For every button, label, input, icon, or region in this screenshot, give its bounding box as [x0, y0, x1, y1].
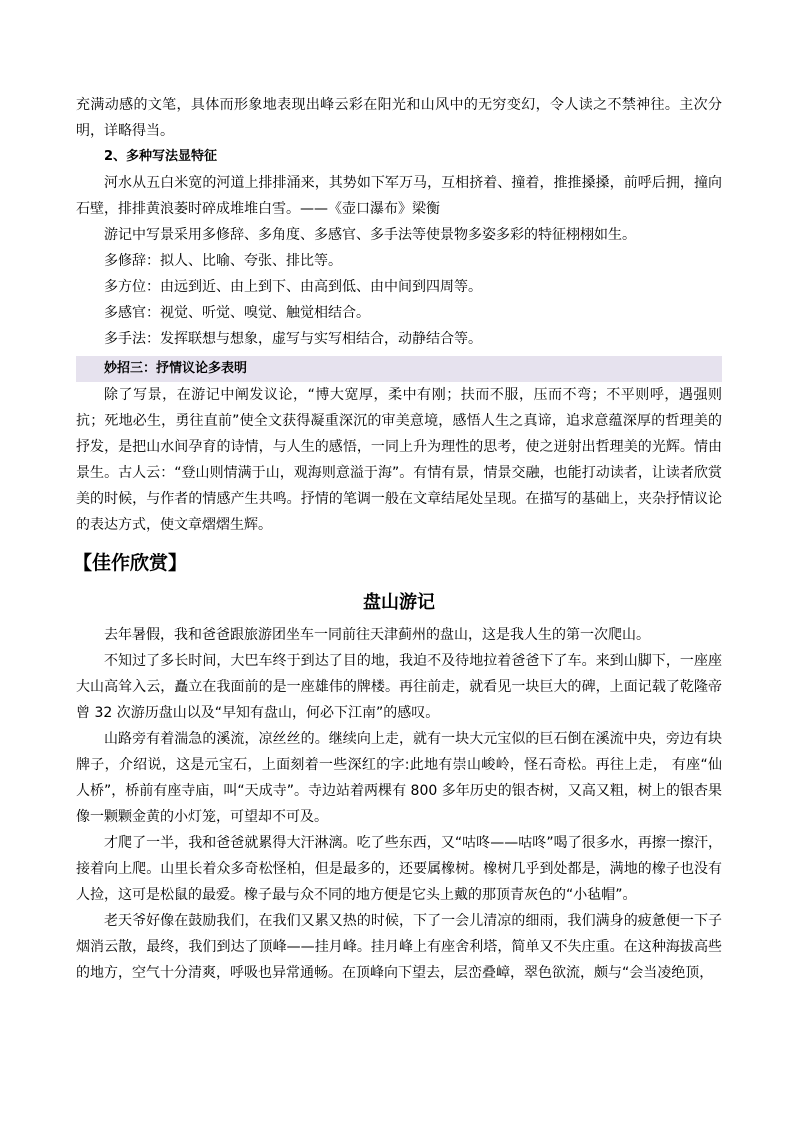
list-item-rhetoric: 多修辞：拟人、比喻、夸张、排比等。 [104, 253, 342, 269]
section-title: 【佳作欣赏】 [73, 552, 188, 574]
list-item-techniques: 多手法：发挥联想与想象，虚写与实写相结合，动静结合等。 [104, 331, 482, 347]
section2-quote: 河水从五白米宽的河道上排排涌来，其势如下军万马，互相挤着、撞着，推推搡搡，前呼后拥，撞向石壁，排排黄浪萎时碎成堆堆白雪。——《壶口瀑布》梁衡 [76, 175, 722, 217]
essay-title: 盘山游记 [363, 592, 435, 613]
document-page [73, 92, 722, 986]
essay-paragraph-2: 不知过了多长时间，大巴车终于到达了目的地，我迫不及待地拉着爸爸下了车。来到山脚下，一座座大山高耸入云，矗立在我面前的是一座雄伟的牌楼。再往前走，就看见一块巨大的碑，上面记载了乾隆帝曾 32 次游历盘山以及“早知有盘山，何必下江南”的感叹。 [76, 653, 722, 721]
section2-summary: 游记中写景采用多修辞、多角度、多感官、多手法等使景物多姿多彩的特征栩栩如生。 [104, 227, 636, 243]
tip3-body: 除了写景，在游记中阐发议论，“博大宽厚，柔中有刚；扶而不服，压而不弯；不平则呼，遇强则抗；死地必生，勇往直前”使全文获得凝重深沉的审美意境，感悟人生之真谛，追求意蕴深厚的哲理美的抒发，是把山水间孕育的诗情，与人生的感悟，一同上升为理性的思考，使之迸射出哲理美的光辉。情由景生。古人云：“登山则情满于山，观海则意溢于海”。有情有景，情景交融，也能打动读者，让读者欣赏美的时候，与作者的情感产生共鸣。抒情的笔调一般在文章结尾处呈现。在描写的基础上，夹杂抒情议论的表达方式，使文章熠熠生辉。 [76, 387, 722, 533]
tip3-heading: 妙招三：抒情议论多表明 [76, 356, 722, 382]
essay-paragraph-4: 才爬了一半，我和爸爸就累得大汗淋漓。吃了些东西，又“咕咚——咕咚”喝了很多水，再擦一擦汗，接着向上爬。山里长着众多奇松怪柏，但是最多的，还要属橡树。橡树几乎到处都是，满地的橡子也没有人捡，这可是松鼠的最爱。橡子最与众不同的地方便是它头上戴的那顶青灰色的“小毡帽”。 [76, 835, 722, 903]
essay-paragraph-3: 山路旁有着湍急的溪流，凉丝丝的。继续向上走，就有一块大元宝似的巨石倒在溪流中央，旁边有块牌子，介绍说，这是元宝石，上面刻着一些深红的字:此地有崇山峻岭，怪石奇松。再往上走， 有座“仙人桥”，桥前有座寺庙，叫“天成寺”。寺边站着两棵有 800 多年历史的银杏树，又高又粗，树上的银杏果像一颗颗金黄的小灯笼，可望却不可及。 [76, 731, 722, 825]
list-item-senses: 多感官：视觉、听觉、嗅觉、触觉相结合。 [104, 305, 370, 321]
section2-heading: 2、多种写法显特征 [104, 149, 218, 164]
essay-paragraph-1: 去年暑假，我和爸爸跟旅游团坐车一同前往天津蓟州的盘山，这是我人生的第一次爬山。 [104, 627, 650, 643]
intro-tail-paragraph: 充满动感的文笔，具体而形象地表现出峰云彩在阳光和山风中的无穷变幻，令人读之不禁神往。主次分明，详略得当。 [76, 97, 722, 139]
list-item-direction: 多方位：由远到近、由上到下、由高到低、由中间到四周等。 [104, 279, 482, 295]
essay-paragraph-5: 老天爷好像在鼓励我们，在我们又累又热的时候，下了一会儿清凉的细雨，我们满身的疲惫便一下子烟消云散，最终，我们到达了顶峰——挂月峰。挂月峰上有座舍利塔，简单又不失庄重。在这种海拔高些的地方，空气十分清爽，呼吸也异常通畅。在顶峰向下望去，层峦叠嶂，翠色欲流，颇与“会当凌绝顶， [76, 913, 722, 981]
